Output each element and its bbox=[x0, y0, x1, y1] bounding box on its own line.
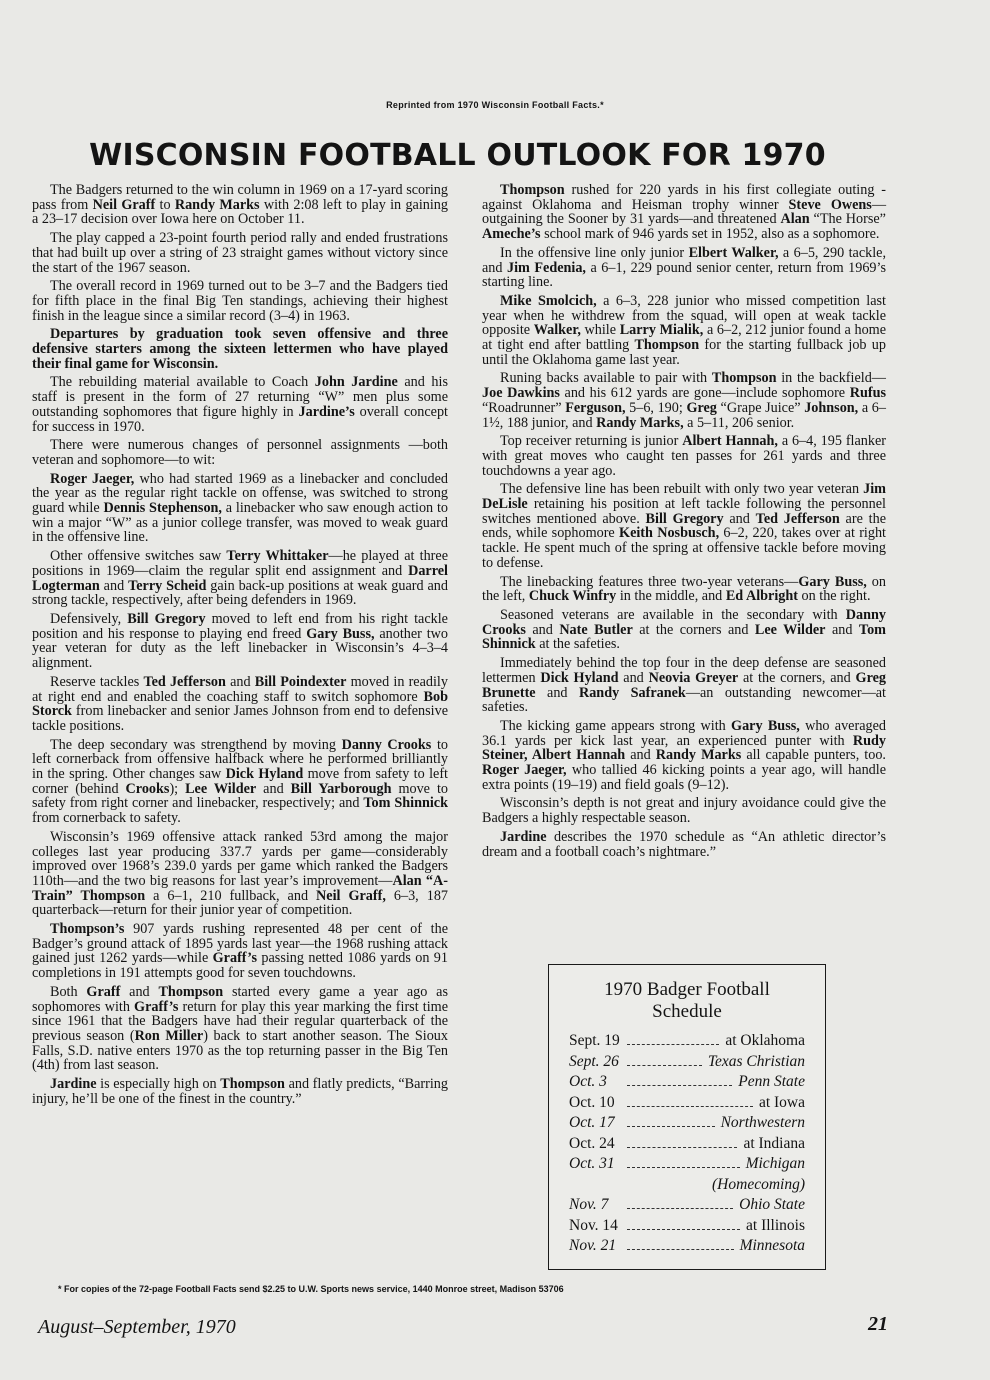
schedule-row bbox=[569, 1134, 805, 1155]
text-run: and bbox=[120, 983, 159, 1000]
schedule-row bbox=[569, 1093, 805, 1114]
bold-text: Roger Jaeger, bbox=[50, 470, 135, 487]
bold-text: Dick Hyland bbox=[225, 766, 304, 783]
text-run: at the corners, and bbox=[738, 669, 856, 686]
bold-text: Jim Fedenia, bbox=[507, 259, 586, 276]
schedule-row bbox=[569, 1113, 805, 1134]
text-run: a 6–5, 290 tackle, and bbox=[482, 244, 886, 276]
text-run: describes the 1970 schedule as “An athletic director’s dream and a football coach’s nightmare.” bbox=[482, 828, 886, 860]
bold-text: Nate Butler bbox=[559, 621, 633, 638]
text-run: In the offensive line only junior bbox=[500, 244, 689, 261]
bold-text: Albert Hannah, bbox=[682, 433, 778, 450]
game-opponent: at Iowa bbox=[758, 1093, 805, 1111]
text-run: passing netted 1086 yards on 91 completions in 191 attempts good for seven touchdowns. bbox=[32, 950, 448, 982]
bold-text: Gary Buss, bbox=[798, 573, 867, 590]
game-opponent: at Indiana bbox=[743, 1134, 805, 1152]
bold-text: Neil Graff, bbox=[316, 887, 386, 904]
bold-text: Lee Wilder bbox=[185, 780, 257, 797]
leader-dashes bbox=[627, 1248, 734, 1250]
text-run: and bbox=[256, 780, 291, 797]
schedule-box bbox=[548, 964, 826, 1270]
bold-text: Bill Gregory bbox=[127, 610, 206, 627]
bold-text: Bill Gregory bbox=[645, 510, 724, 527]
text-run: a linebacker who saw enough action to win a major “W” as a junior college transfer, was moved to weak guard in the offensive line. bbox=[32, 500, 448, 546]
bold-text: Randy Marks bbox=[655, 747, 742, 764]
article-paragraph bbox=[32, 830, 448, 918]
schedule-row bbox=[569, 1236, 805, 1257]
leader-dashes bbox=[627, 1064, 702, 1066]
game-opponent: Texas Christian bbox=[707, 1052, 805, 1070]
text-run: Reserve tackles bbox=[50, 673, 144, 690]
bold-text: Rudy Steiner, Albert Hannah bbox=[482, 732, 886, 764]
bold-text: Bill Yarborough bbox=[290, 780, 392, 797]
bold-text: John Jardine bbox=[314, 374, 398, 391]
article-paragraph bbox=[32, 612, 448, 671]
text-run: rushed for 220 yards in his first collegiate outing - against Oklahoma and Heisman trophy winner bbox=[482, 182, 886, 213]
bold-text: Bob Storck bbox=[32, 688, 448, 720]
text-run: and bbox=[618, 669, 649, 686]
text-run: and bbox=[225, 673, 255, 690]
article-paragraph bbox=[32, 675, 448, 734]
page-number: 21 bbox=[868, 1313, 888, 1335]
text-run: —an outstanding newcomer—at safeties. bbox=[482, 684, 886, 716]
schedule-row bbox=[569, 1052, 805, 1073]
bold-text: Randy Marks bbox=[174, 196, 260, 213]
text-run: and bbox=[99, 577, 129, 594]
text-run: Seasoned veterans are available in the secondary with bbox=[500, 606, 846, 623]
leader-dashes bbox=[627, 1084, 732, 1086]
game-date: Nov. 7 bbox=[569, 1196, 609, 1213]
text-run: a 6–4, 195 flanker with great moves who caught ten passes for 261 yards and three touchdowns a year ago. bbox=[482, 433, 886, 479]
homecoming-note: (Homecoming) bbox=[712, 1175, 805, 1193]
schedule-list bbox=[549, 1031, 825, 1257]
bold-text: Darrel Logterman bbox=[32, 562, 448, 594]
bold-text: Graff bbox=[86, 983, 121, 1000]
text-run: retaining his position at left tackle following the personnel switches mentioned above. bbox=[482, 496, 886, 527]
text-run: and flatly predicts, “Barring injury, he’ll be one of the finest in the country.” bbox=[32, 1076, 448, 1107]
text-run: The rebuilding material available to Coach bbox=[50, 374, 315, 391]
text-run: move from safety to left corner (behind bbox=[32, 766, 448, 797]
text-run: moved to left end from his right tackle position and his response to playing end freed bbox=[32, 610, 448, 642]
text-run: to bbox=[155, 196, 175, 213]
issue-date: August–September, 1970 bbox=[38, 1316, 236, 1338]
bold-text: Keith Nosbusch, bbox=[619, 525, 720, 542]
schedule-row bbox=[569, 1154, 805, 1175]
game-opponent: at Illinois bbox=[746, 1216, 805, 1234]
game-date: Oct. 24 bbox=[569, 1134, 615, 1152]
leader-dashes bbox=[627, 1228, 740, 1230]
text-run: and his 612 yards are gone—include sophomore bbox=[559, 385, 850, 402]
text-run: overall concept for success in 1970. bbox=[32, 403, 448, 435]
article-paragraph bbox=[32, 375, 448, 434]
article-paragraph bbox=[482, 719, 886, 793]
article-paragraph bbox=[32, 738, 448, 826]
text-run: and bbox=[535, 684, 579, 701]
bold-text: Jardine’s bbox=[298, 403, 355, 420]
bold-text: Neovia Greyer bbox=[648, 669, 739, 686]
text-run: and his staff is present in the form of 27 returning “W” men plus some outstanding sophomores that figure highly in bbox=[32, 374, 448, 420]
article-paragraph bbox=[32, 279, 448, 323]
text-run: Both bbox=[50, 983, 87, 1000]
text-run: moved in readily at right end and enabled the coaching staff to switch sophomore bbox=[32, 673, 448, 705]
text-run: “The Horse” bbox=[809, 211, 886, 228]
bold-text: Elbert Walker, bbox=[688, 244, 779, 261]
bold-text: Dick Hyland bbox=[540, 669, 619, 686]
text-run: all capable punters, too. bbox=[741, 747, 886, 764]
game-date: Sept. 19 bbox=[569, 1032, 620, 1049]
article-paragraph bbox=[482, 482, 886, 570]
bold-text: Ferguson, bbox=[565, 399, 626, 416]
text-run: and bbox=[625, 747, 656, 764]
text-run: 907 yards rushing represented 48 per cent of the Badger’s ground attack of 1895 yards last year—the 1968 rushing attack gained just 1262 yards—while bbox=[32, 921, 448, 967]
game-opponent: Ohio State bbox=[739, 1196, 805, 1213]
text-run: ); bbox=[169, 780, 186, 797]
text-run: —outgaining the Sooner by 31 yards—and threatened bbox=[482, 196, 887, 228]
bold-text: Randy Marks, bbox=[596, 414, 684, 431]
bold-text: Alan “A-Train” Thompson bbox=[32, 872, 448, 904]
text-run: ) back to start another season. The Sioux Falls, S.D. native enters 1970 as the top returning passer in the Big Ten (4th) from last season. bbox=[32, 1027, 448, 1074]
text-run: Wisconsin’s depth is not great and injury avoidance could give the Badgers a highly respectable season. bbox=[482, 795, 886, 827]
text-run: to left cornerback from offensive halfback where he performed brilliantly in the spring. Other changes saw bbox=[32, 736, 448, 783]
bold-text: Steve Owens bbox=[788, 196, 872, 213]
bold-text: Rufus bbox=[849, 385, 886, 402]
text-run: and bbox=[525, 621, 560, 638]
bold-text: Graff’s bbox=[212, 950, 258, 967]
article-paragraph bbox=[32, 985, 448, 1073]
text-run: Other offensive switches saw bbox=[50, 548, 227, 565]
article-paragraph bbox=[482, 796, 886, 825]
text-run: while bbox=[580, 322, 620, 339]
schedule-row bbox=[569, 1031, 805, 1052]
article-paragraph bbox=[482, 830, 886, 859]
text-run: a 6–1, 210 fullback, and bbox=[145, 887, 317, 904]
game-date: Nov. 14 bbox=[569, 1216, 618, 1234]
text-run: and bbox=[825, 621, 859, 638]
text-run: who had started 1969 as a linebacker and concluded the year as the regular right tackle on offense, was switched to strong guard while bbox=[32, 470, 448, 517]
bold-text: Jim DeLisle bbox=[482, 481, 886, 513]
article-paragraph bbox=[32, 183, 448, 227]
text-run: from cornerback to safety. bbox=[32, 810, 181, 827]
text-run: return for play this year marking the first time since 1961 that the Badgers have had their regular quarterback of the previous season ( bbox=[32, 998, 448, 1044]
article-paragraph bbox=[482, 183, 886, 242]
bold-text: Dennis Stephenson, bbox=[103, 500, 222, 517]
reprint-note: Reprinted from 1970 Wisconsin Football Facts.* bbox=[386, 100, 604, 110]
text-run: school mark of 946 yards set in 1952, also as a sophomore. bbox=[540, 226, 880, 243]
bold-text: Ted Jefferson bbox=[755, 510, 840, 527]
bold-text: Neil Graff bbox=[92, 196, 156, 213]
footnote: * For copies of the 72-page Football Facts send $2.25 to U.W. Sports news service, 1440 Monroe street, Madison 53706 bbox=[58, 1284, 564, 1294]
text-run: from linebacker and senior James Johnson from end to defensive tackle positions. bbox=[32, 703, 448, 734]
game-opponent: at Oklahoma bbox=[725, 1032, 805, 1049]
bold-text: Bill Poindexter bbox=[254, 673, 347, 690]
text-run: 5–6, 190; bbox=[625, 399, 687, 416]
text-run: The defensive line has been rebuilt with only two year veteran bbox=[500, 481, 864, 498]
bold-text: Greg bbox=[686, 399, 717, 416]
bold-text: Walker, bbox=[533, 322, 581, 339]
text-run: “Roadrunner” bbox=[482, 399, 566, 416]
right-column bbox=[482, 183, 886, 863]
text-run: Immediately behind the top four in the deep defense are seasoned lettermen bbox=[482, 655, 886, 686]
game-date: Nov. 21 bbox=[569, 1237, 617, 1254]
bold-text: Thompson bbox=[158, 983, 224, 1000]
schedule-title-line1: 1970 Badger Football bbox=[604, 979, 770, 1000]
text-run: is especially high on bbox=[96, 1076, 221, 1093]
article-paragraph bbox=[32, 231, 448, 275]
bold-text: Gary Buss, bbox=[731, 717, 800, 734]
bold-text: Graff’s bbox=[134, 998, 179, 1015]
bold-text: Terry Scheid bbox=[128, 577, 207, 594]
bold-text: Mike Smolcich, bbox=[500, 292, 597, 309]
text-run: a 5–11, 206 senior. bbox=[683, 414, 795, 431]
leader-dashes bbox=[627, 1105, 753, 1107]
bold-text: Ameche’s bbox=[482, 226, 541, 243]
article-paragraph bbox=[32, 549, 448, 608]
game-date: Oct. 3 bbox=[569, 1073, 607, 1090]
article-paragraph bbox=[482, 246, 886, 290]
text-run: at the corners and bbox=[632, 621, 755, 638]
text-run: a 6–1½, 188 junior, and bbox=[482, 399, 886, 431]
bold-text: Gary Buss, bbox=[306, 625, 375, 642]
schedule-title bbox=[549, 979, 825, 1023]
bold-text: Crooks bbox=[125, 780, 170, 797]
text-run: a 6–2, 212 junior found a home at tight end after battling bbox=[482, 322, 886, 354]
bold-text: Greg Brunette bbox=[482, 669, 886, 701]
text-run: move to safety from right corner and linebacker, respectively; and bbox=[32, 780, 448, 812]
leader-dashes bbox=[627, 1207, 733, 1209]
text-run: Wisconsin’s 1969 offensive attack ranked 53rd among the major colleges last year producing 337.7 yards per game—considerably improved over 1968’s 239.0 yards per game which ranked the Badgers 110th—and the two big reasons for last year’s improvement— bbox=[32, 828, 448, 889]
article-paragraph bbox=[32, 922, 448, 981]
text-run: The linebacking features three two-year veterans— bbox=[500, 573, 799, 590]
bold-text: Thompson bbox=[500, 182, 565, 198]
text-run: The play capped a 23-point fourth period rally and ended frustrations that had built up over a string of 23 straight games without victory since the start of the 1967 season. bbox=[32, 230, 448, 276]
bold-text: Departures by graduation took seven offensive and three defensive starters among the sixteen lettermen who have played their final game for Wisconsin. bbox=[32, 326, 448, 372]
text-run: There were numerous changes of personnel assignments —both veteran and sophomore—to wit: bbox=[32, 437, 448, 468]
text-run: and bbox=[723, 510, 756, 527]
text-run: for the starting fullback job up until the Oklahoma game last year. bbox=[482, 337, 886, 368]
game-opponent: Michigan bbox=[745, 1155, 805, 1172]
text-run: Runing backs available to pair with bbox=[500, 370, 712, 387]
bold-text: Ron Miller bbox=[134, 1027, 204, 1044]
bold-text: Larry Mialik, bbox=[619, 322, 704, 339]
text-run: are the ends, while sophomore bbox=[482, 510, 886, 542]
bold-text: Johnson, bbox=[804, 399, 859, 416]
text-run: in the middle, and bbox=[616, 588, 726, 605]
schedule-title-line2: Schedule bbox=[652, 1001, 722, 1022]
article-paragraph bbox=[32, 472, 448, 546]
article-paragraph bbox=[32, 438, 448, 467]
article-paragraph bbox=[482, 294, 886, 368]
bold-text: Roger Jaeger, bbox=[482, 762, 567, 779]
text-run: gain back-up positions at weak guard and strong tackle, respectively, after being defenders in 1969. bbox=[32, 577, 448, 609]
article-paragraph bbox=[482, 575, 886, 604]
text-run: —he played at three positions in 1969—claim the regular split end assignment and bbox=[32, 548, 448, 579]
bold-text: Tom Shinnick bbox=[482, 621, 886, 653]
article-paragraph bbox=[482, 608, 886, 652]
page-title: WISCONSIN FOOTBALL OUTLOOK FOR 1970 bbox=[89, 138, 826, 173]
game-date: Oct. 31 bbox=[569, 1155, 615, 1172]
text-run: another two year veteran for duty as the left linebacker in Wisconsin’s 4–3–4 alignment. bbox=[32, 625, 449, 672]
bold-text: Chuck Winfry bbox=[528, 588, 617, 605]
game-opponent: Minnesota bbox=[739, 1237, 805, 1254]
game-date: Oct. 10 bbox=[569, 1093, 615, 1111]
schedule-row bbox=[569, 1195, 805, 1216]
text-run: a 6–1, 229 pound senior center, return from 1969’s starting line. bbox=[482, 259, 886, 291]
schedule-row bbox=[569, 1072, 805, 1093]
text-run: The kicking game appears strong with bbox=[500, 717, 732, 734]
game-date: Oct. 17 bbox=[569, 1114, 615, 1131]
game-opponent: Northwestern bbox=[720, 1114, 805, 1131]
bold-text: Alan bbox=[780, 211, 810, 228]
leader-dashes bbox=[627, 1125, 715, 1127]
left-column bbox=[32, 183, 448, 1110]
text-run: who tallied 46 kicking points a year ago, will handle extra points (19–19) and field goals (9–12). bbox=[482, 762, 887, 793]
bold-text: Lee Wilder bbox=[754, 621, 826, 638]
article-paragraph bbox=[32, 1077, 448, 1106]
text-run: 6–2, 220, takes over at right tackle. He spent much of the spring at offensive tackle before moving to defense. bbox=[482, 525, 886, 571]
leader-dashes bbox=[627, 1043, 719, 1045]
bold-text: Thompson bbox=[711, 370, 777, 387]
text-run: Defensively, bbox=[50, 610, 128, 627]
text-run: in the backfield— bbox=[776, 370, 886, 387]
bold-text: Ed Albright bbox=[725, 588, 798, 605]
leader-dashes bbox=[627, 1146, 737, 1148]
game-date: Sept. 26 bbox=[569, 1052, 619, 1070]
bold-text: Thompson bbox=[220, 1076, 285, 1093]
text-run: started every game a year ago as sophomores with bbox=[32, 983, 448, 1015]
text-run: at the safeties. bbox=[535, 636, 620, 653]
text-run: The Badgers returned to the win column in 1969 on a 17-yard scoring pass from bbox=[32, 182, 448, 213]
bold-text: Danny Crooks bbox=[482, 606, 886, 638]
bold-text: Danny Crooks bbox=[341, 736, 432, 753]
game-opponent: Penn State bbox=[738, 1073, 805, 1090]
article-paragraph bbox=[482, 434, 886, 478]
bold-text: Terry Whittaker bbox=[226, 548, 329, 565]
text-run: Top receiver returning is junior bbox=[500, 433, 683, 450]
text-run: a 6–3, 228 junior who missed competition last year when he withdrew from the squad, will open at weak tackle opposite bbox=[482, 292, 886, 339]
bold-text: Ted Jefferson bbox=[143, 673, 226, 690]
bold-text: Randy Safranek bbox=[578, 684, 686, 701]
leader-dashes bbox=[627, 1166, 740, 1168]
bold-text: Tom Shinnick bbox=[363, 795, 448, 812]
text-run: on the left, bbox=[482, 573, 886, 605]
article-paragraph bbox=[482, 656, 886, 715]
bold-text: Joe Dawkins bbox=[482, 385, 560, 402]
text-run: The deep secondary was strengthend by moving bbox=[50, 736, 342, 753]
text-run: with 2:08 left to play in gaining a 23–17 decision over Iowa here on October 11. bbox=[32, 196, 448, 228]
bold-text: Thompson’s bbox=[50, 921, 125, 938]
text-run: on the right. bbox=[797, 588, 871, 605]
bold-text: Jardine bbox=[50, 1076, 97, 1093]
article-paragraph bbox=[32, 327, 448, 371]
text-run: who averaged 36.1 yards per kick last year, an experienced punter with bbox=[482, 717, 886, 749]
schedule-row bbox=[569, 1216, 805, 1237]
bold-text: Thompson bbox=[634, 337, 700, 354]
text-run: The overall record in 1969 turned out to be 3–7 and the Badgers tied for fifth place in the final Big Ten standings, achieving their highest finish in the league since a similar record (3–4) in 1963. bbox=[32, 278, 448, 324]
bold-text: Jardine bbox=[500, 828, 547, 845]
text-run: “Grape Juice” bbox=[716, 399, 805, 416]
article-paragraph bbox=[482, 371, 886, 430]
text-run: 6–3, 187 quarterback—return for their junior year of competition. bbox=[32, 887, 449, 919]
